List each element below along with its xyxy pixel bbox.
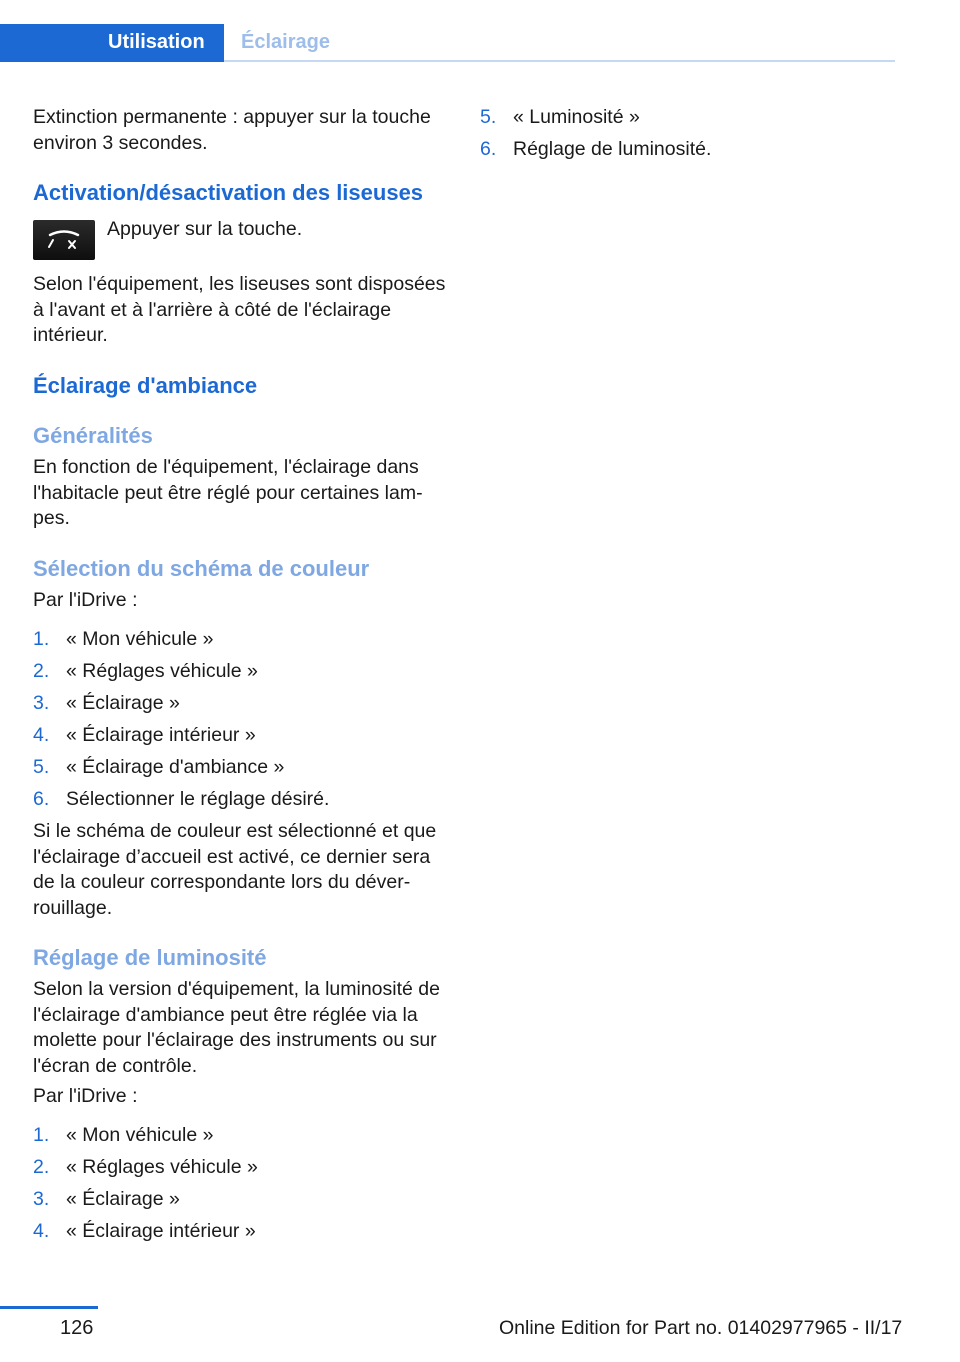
tab-utilisation[interactable] [0, 24, 224, 62]
color-scheme-note: Si le schéma de couleur est sélectionné et que l'éclairage d’accueil est activé, ce dernier sera de la couleur correspondante lors du déverrouillage. [33, 820, 437, 919]
step-text: « Éclairage d'ambiance » [66, 756, 285, 778]
step-text: « Mon véhicule » [66, 628, 214, 650]
step-text: « Éclairage » [66, 692, 180, 714]
brightness-description: Selon la version d'équipement, la luminosité de l'éclairage d'ambiance peut être réglée via la molette pour l'éclairage des instruments ou sur l'écran de contrôle. [33, 978, 440, 1077]
reading-light-icon [33, 220, 95, 260]
press-button-text: Appuyer sur la touche. [107, 218, 303, 240]
page-header [0, 24, 895, 62]
step-number: 2. [33, 660, 50, 682]
footer-divider [0, 1306, 98, 1309]
header-divider [224, 60, 895, 62]
step-number: 5. [480, 106, 497, 128]
step-text: Réglage de luminosité. [513, 138, 712, 160]
step-number: 6. [480, 138, 497, 160]
step-number: 4. [33, 724, 50, 746]
tab-eclairage[interactable] [224, 24, 895, 62]
step-number: 5. [33, 756, 50, 778]
color-via-idrive: Par l'iDrive : [33, 589, 138, 611]
tab-eclairage-label: Éclairage [241, 31, 330, 53]
ambient-lighting-heading: Éclairage d'ambiance [33, 373, 258, 398]
intro-paragraph: Extinction permanente : appuyer sur la touche environ 3 secondes. [33, 106, 431, 154]
general-description: En fonction de l'équipement, l'éclairage dans l'habitacle peut être réglé pour certaines lampes. [33, 456, 423, 529]
step-text: « Éclairage intérieur » [66, 1220, 256, 1242]
reading-lights-description: Selon l'équipement, les liseuses sont disposées à l'avant et à l'arrière à côté de l'éclairage intérieur. [33, 273, 446, 346]
brightness-via-idrive: Par l'iDrive : [33, 1085, 138, 1107]
footer-edition: Online Edition for Part no. 01402977965 - II/17 [499, 1317, 903, 1339]
step-number: 1. [33, 1124, 50, 1146]
step-text: « Mon véhicule » [66, 1124, 214, 1146]
step-number: 2. [33, 1156, 50, 1178]
step-text: « Éclairage » [66, 1188, 180, 1210]
step-number: 4. [33, 1220, 50, 1242]
page-number: 126 [60, 1317, 94, 1339]
brightness-heading: Réglage de luminosité [33, 945, 267, 970]
step-number: 6. [33, 788, 50, 810]
step-number: 3. [33, 1188, 50, 1210]
tab-utilisation-label: Utilisation [108, 31, 205, 53]
reading-light-button [33, 220, 95, 260]
step-text: « Réglages véhicule » [66, 1156, 258, 1178]
step-number: 3. [33, 692, 50, 714]
reading-lights-heading: Activation/désactivation des liseuses [33, 180, 424, 205]
general-heading: Généralités [33, 423, 153, 448]
step-text: « Éclairage intérieur » [66, 724, 256, 746]
step-text: « Réglages véhicule » [66, 660, 258, 682]
step-number: 1. [33, 628, 50, 650]
color-scheme-heading: Sélection du schéma de couleur [33, 556, 370, 581]
step-text: Sélectionner le réglage désiré. [66, 788, 330, 810]
step-text: « Luminosité » [513, 106, 640, 128]
